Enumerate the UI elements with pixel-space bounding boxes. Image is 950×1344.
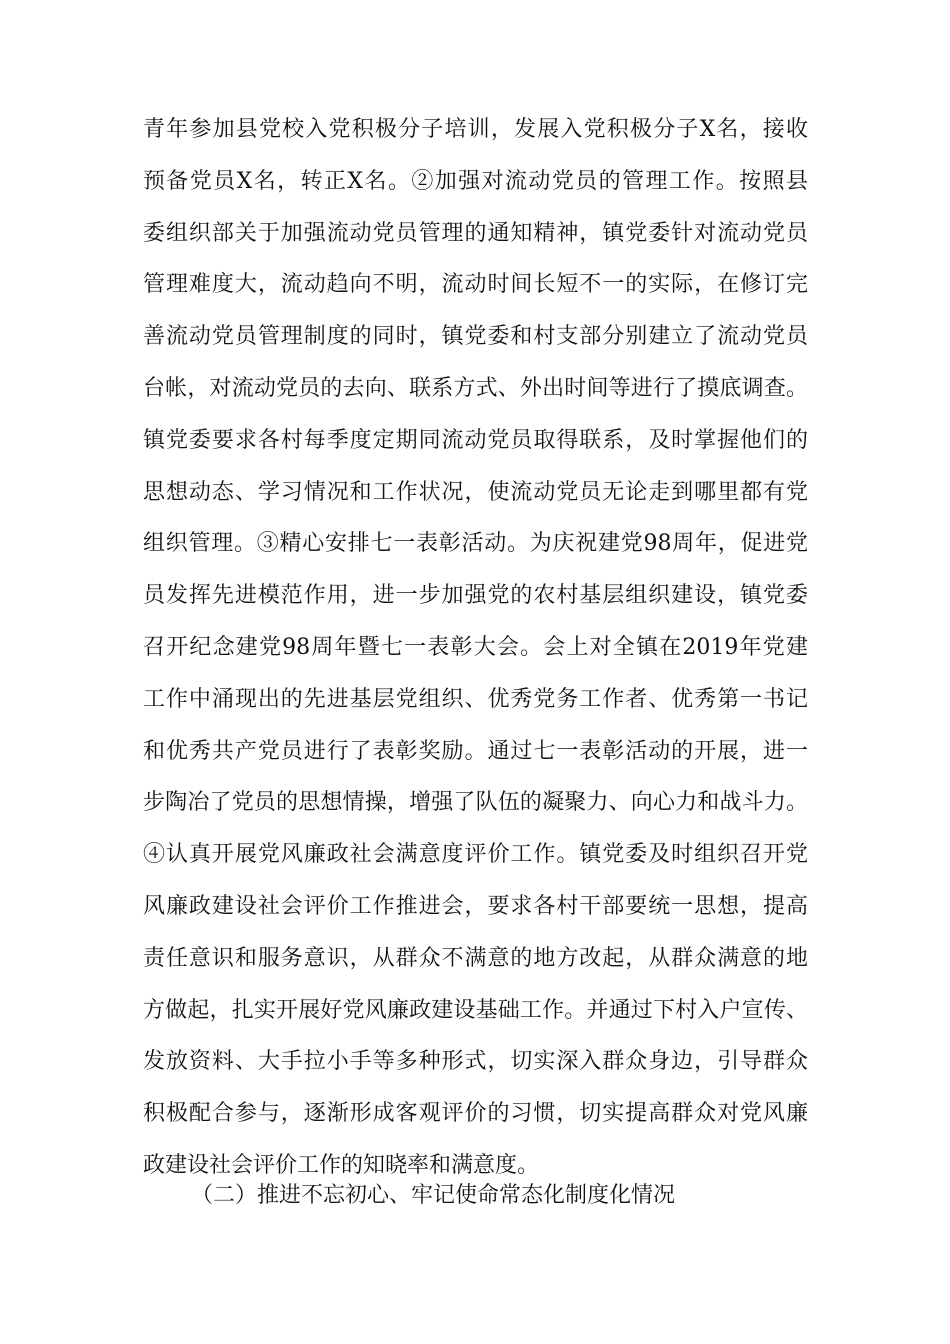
paragraph-line: 委组织部关于加强流动党员管理的通知精神，镇党委针对流动党员 xyxy=(143,220,808,246)
paragraph-line: 思想动态、学习情况和工作状况，使流动党员无论走到哪里都有党 xyxy=(143,479,808,505)
paragraph-line: 台帐，对流动党员的去向、联系方式、外出时间等进行了摸底调查。 xyxy=(143,375,808,401)
paragraph-line: 召开纪念建党98周年暨七一表彰大会。会上对全镇在2019年党建 xyxy=(143,634,808,660)
paragraph-line: 风廉政建设社会评价工作推进会，要求各村干部要统一思想，提高 xyxy=(143,893,808,919)
paragraph-line: 镇党委要求各村每季度定期同流动党员取得联系，及时掌握他们的 xyxy=(143,427,808,453)
paragraph-line: 员发挥先进模范作用，进一步加强党的农村基层组织建设，镇党委 xyxy=(143,583,808,609)
body-paragraph xyxy=(143,104,808,1192)
paragraph-line: 管理难度大，流动趋向不明，流动时间长短不一的实际，在修订完 xyxy=(143,272,808,298)
paragraph-line: 方做起，扎实开展好党风廉政建设基础工作。并通过下村入户宣传、 xyxy=(143,997,808,1023)
paragraph-line: 青年参加县党校入党积极分子培训，发展入党积极分子X名，接收 xyxy=(143,117,808,142)
paragraph-line: 组织管理。③精心安排七一表彰活动。为庆祝建党98周年，促进党 xyxy=(143,531,808,557)
paragraph-line: 预备党员X名，转正X名。②加强对流动党员的管理工作。按照县 xyxy=(143,168,808,194)
paragraph-line: ④认真开展党风廉政社会满意度评价工作。镇党委及时组织召开党 xyxy=(143,842,808,868)
section-heading: （二）推进不忘初心、牢记使命常态化制度化情况 xyxy=(191,1183,676,1208)
paragraph-line: 责任意识和服务意识，从群众不满意的地方改起，从群众满意的地 xyxy=(143,945,808,971)
paragraph-line: 政建设社会评价工作的知晓率和满意度。 xyxy=(143,1152,540,1178)
paragraph-line: 积极配合参与，逐渐形成客观评价的习惯，切实提高群众对党风廉 xyxy=(143,1101,808,1127)
paragraph-line: 发放资料、大手拉小手等多种形式，切实深入群众身边，引导群众 xyxy=(143,1049,808,1075)
paragraph-line: 步陶冶了党员的思想情操，增强了队伍的凝聚力、向心力和战斗力。 xyxy=(143,790,808,816)
paragraph-line: 和优秀共产党员进行了表彰奖励。通过七一表彰活动的开展，进一 xyxy=(143,738,808,764)
paragraph-line: 工作中涌现出的先进基层党组织、优秀党务工作者、优秀第一书记 xyxy=(143,686,808,712)
paragraph-line: 善流动党员管理制度的同时，镇党委和村支部分别建立了流动党员 xyxy=(143,324,808,350)
